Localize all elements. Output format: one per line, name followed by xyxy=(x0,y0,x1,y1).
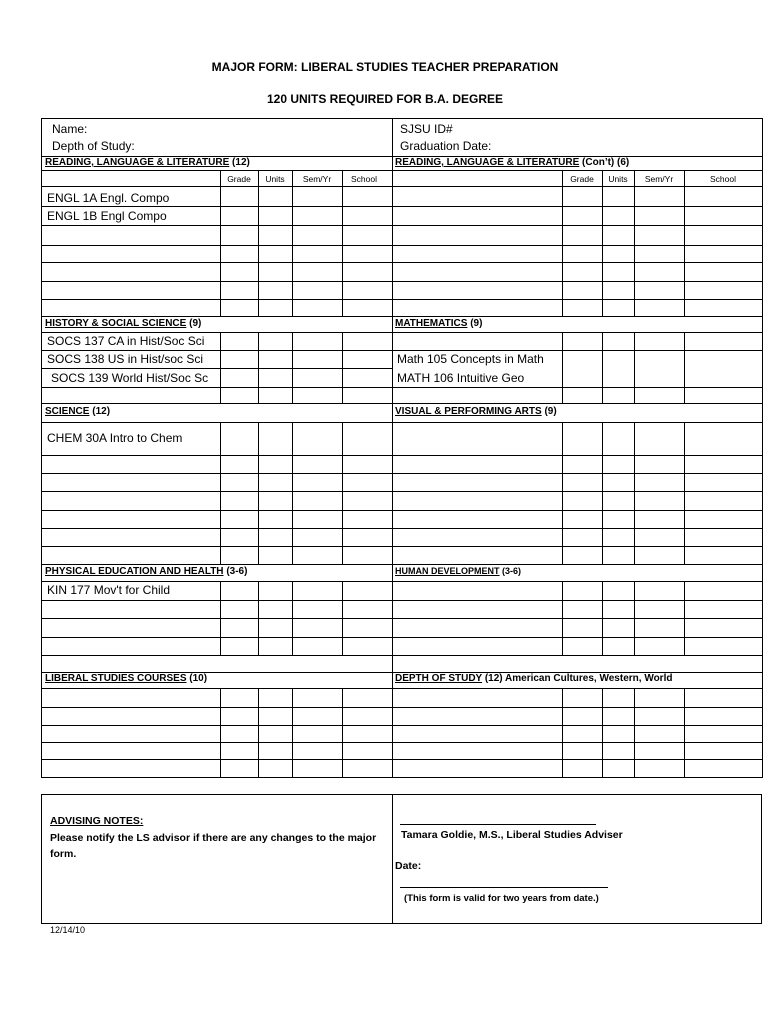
form-row-line xyxy=(41,581,762,582)
grid-col-line-right xyxy=(562,581,563,655)
grid-col-line-left xyxy=(258,581,259,655)
course-engl-1b: ENGL 1B Engl Compo xyxy=(47,209,167,223)
grid-col-line-left xyxy=(220,581,221,655)
form-row-line xyxy=(41,225,762,226)
section-reading-cont-header: READING, LANGUAGE & LITERATURE (Con’t) (6) xyxy=(395,157,630,168)
grid-col-line-right xyxy=(684,581,685,655)
grid-col-line-left xyxy=(220,332,221,403)
form-title: MAJOR FORM: LIBERAL STUDIES TEACHER PREPARATION xyxy=(211,60,559,74)
form-row-line xyxy=(41,206,762,207)
form-row-line xyxy=(41,473,762,474)
graduation-date-label: Graduation Date: xyxy=(400,139,492,153)
form-row-line xyxy=(41,245,762,246)
section-ls-header: LIBERAL STUDIES COURSES (10) xyxy=(45,673,208,684)
grid-col-line-left xyxy=(342,688,343,777)
name-label: Name: xyxy=(52,122,88,136)
form-row-line xyxy=(41,528,762,529)
form-row-line xyxy=(41,707,762,708)
grid-col-line-left xyxy=(292,581,293,655)
course-chem-30a: CHEM 30A Intro to Chem xyxy=(47,431,183,445)
validity-note: (This form is valid for two years from date.) xyxy=(404,893,599,904)
course-math-105: Math 105 Concepts in Math xyxy=(397,352,544,366)
form-row-line xyxy=(41,422,762,423)
section-pe-header: PHYSICAL EDUCATION AND HEALTH (3-6) xyxy=(45,566,248,577)
form-row-line xyxy=(41,316,762,317)
grid-col-line-left xyxy=(342,332,343,403)
form-row-line xyxy=(41,403,762,404)
grid-col-line-left xyxy=(258,170,259,316)
grid-col-line-left xyxy=(292,688,293,777)
form-row-line xyxy=(41,725,762,726)
adviser-name: Tamara Goldie, M.S., Liberal Studies Adviser xyxy=(401,829,623,841)
grid-col-line-left xyxy=(342,581,343,655)
form-row-line xyxy=(41,491,762,492)
section-math-header: MATHEMATICS (9) xyxy=(395,318,483,329)
grid-col-line-left xyxy=(258,688,259,777)
col-grade-right: Grade xyxy=(570,174,594,184)
col-school-left: School xyxy=(351,174,377,184)
grid-col-line-right xyxy=(634,688,635,777)
grid-col-line-right xyxy=(562,422,563,564)
section-hd-header: HUMAN DEVELOPMENT (3-6) xyxy=(395,566,522,576)
advising-heading: ADVISING NOTES: xyxy=(50,815,144,827)
grid-col-line-left xyxy=(342,170,343,316)
col-semyr-left: Sem/Yr xyxy=(302,174,332,184)
form-row-line xyxy=(41,742,762,743)
advising-text: Please notify the LS advisor if there are any changes to the major form. xyxy=(50,832,377,860)
form-row-line xyxy=(41,600,762,601)
grid-col-line-left xyxy=(258,422,259,564)
form-row-line xyxy=(41,564,762,565)
grid-col-line-right xyxy=(602,422,603,564)
form-row-line xyxy=(41,655,762,656)
grid-col-line-right xyxy=(562,170,563,316)
sjsu-id-label: SJSU ID# xyxy=(400,122,453,136)
col-units-right: Units xyxy=(608,174,628,184)
grid-col-line-right xyxy=(562,688,563,777)
grid-col-line-right xyxy=(634,332,635,403)
grid-col-line-left xyxy=(292,170,293,316)
grid-col-line-right xyxy=(634,170,635,316)
reading-header-line xyxy=(41,170,762,171)
grid-col-line-right xyxy=(562,332,563,403)
form-row-line xyxy=(41,299,762,300)
grid-col-line-right xyxy=(602,332,603,403)
depth-label: Depth of Study: xyxy=(52,139,135,153)
form-row-line xyxy=(392,350,762,351)
form-row-line xyxy=(41,637,762,638)
col-semyr-right: Sem/Yr xyxy=(644,174,674,184)
form-row-line xyxy=(41,350,392,351)
section-depth-header: DEPTH OF STUDY (12) American Cultures, Western, World xyxy=(395,673,673,684)
course-socs-139: SOCS 139 World Hist/Soc Sc xyxy=(51,371,209,385)
grid-col-line-right xyxy=(684,688,685,777)
form-row-line xyxy=(41,688,762,689)
grid-col-line-right xyxy=(602,688,603,777)
course-engl-1a: ENGL 1A Engl. Compo xyxy=(47,191,170,205)
course-socs-138: SOCS 138 US in Hist/soc Sci xyxy=(47,352,204,366)
form-row-line xyxy=(41,281,762,282)
grid-col-line-left xyxy=(292,422,293,564)
form-subtitle: 120 UNITS REQUIRED FOR B.A. DEGREE xyxy=(266,92,504,106)
form-date: 12/14/10 xyxy=(50,925,86,935)
course-socs-137: SOCS 137 CA in Hist/Soc Sci xyxy=(47,334,205,348)
grid-col-line-right xyxy=(602,170,603,316)
form-row-line xyxy=(41,618,762,619)
form-row-line xyxy=(41,368,392,369)
section-vpa-header: VISUAL & PERFORMING ARTS (9) xyxy=(395,406,557,417)
form-row-line xyxy=(41,387,762,388)
form-row-line xyxy=(41,546,762,547)
grid-col-line-right xyxy=(684,422,685,564)
form-row-line xyxy=(41,510,762,511)
grid-col-line-right xyxy=(684,332,685,403)
info-separator xyxy=(41,156,762,157)
grid-col-line-left xyxy=(292,332,293,403)
section-history-header: HISTORY & SOCIAL SCIENCE (9) xyxy=(45,318,202,329)
section-science-header: SCIENCE (12) xyxy=(45,406,111,417)
date-label: Date: xyxy=(395,860,422,872)
form-row-line xyxy=(41,262,762,263)
col-units-left: Units xyxy=(265,174,285,184)
course-kin-177: KIN 177 Mov't for Child xyxy=(47,583,171,597)
form-row-line xyxy=(41,759,762,760)
col-school-right: School xyxy=(710,174,736,184)
section-reading-header: READING, LANGUAGE & LITERATURE (12) xyxy=(45,157,250,168)
grid-col-line-left xyxy=(220,422,221,564)
grid-col-line-left xyxy=(258,332,259,403)
grid-col-line-right xyxy=(634,581,635,655)
form-row-line xyxy=(41,332,762,333)
form-row-line xyxy=(41,186,762,187)
col-grade-left: Grade xyxy=(227,174,251,184)
form-row-line xyxy=(41,455,762,456)
course-math-106: MATH 106 Intuitive Geo xyxy=(397,371,525,385)
grid-col-line-left xyxy=(342,422,343,564)
grid-col-line-left xyxy=(220,170,221,316)
grid-col-line-right xyxy=(634,422,635,564)
grid-col-line-right xyxy=(602,581,603,655)
grid-col-line-left xyxy=(220,688,221,777)
form-row-line xyxy=(41,672,762,673)
grid-col-line-right xyxy=(684,170,685,316)
